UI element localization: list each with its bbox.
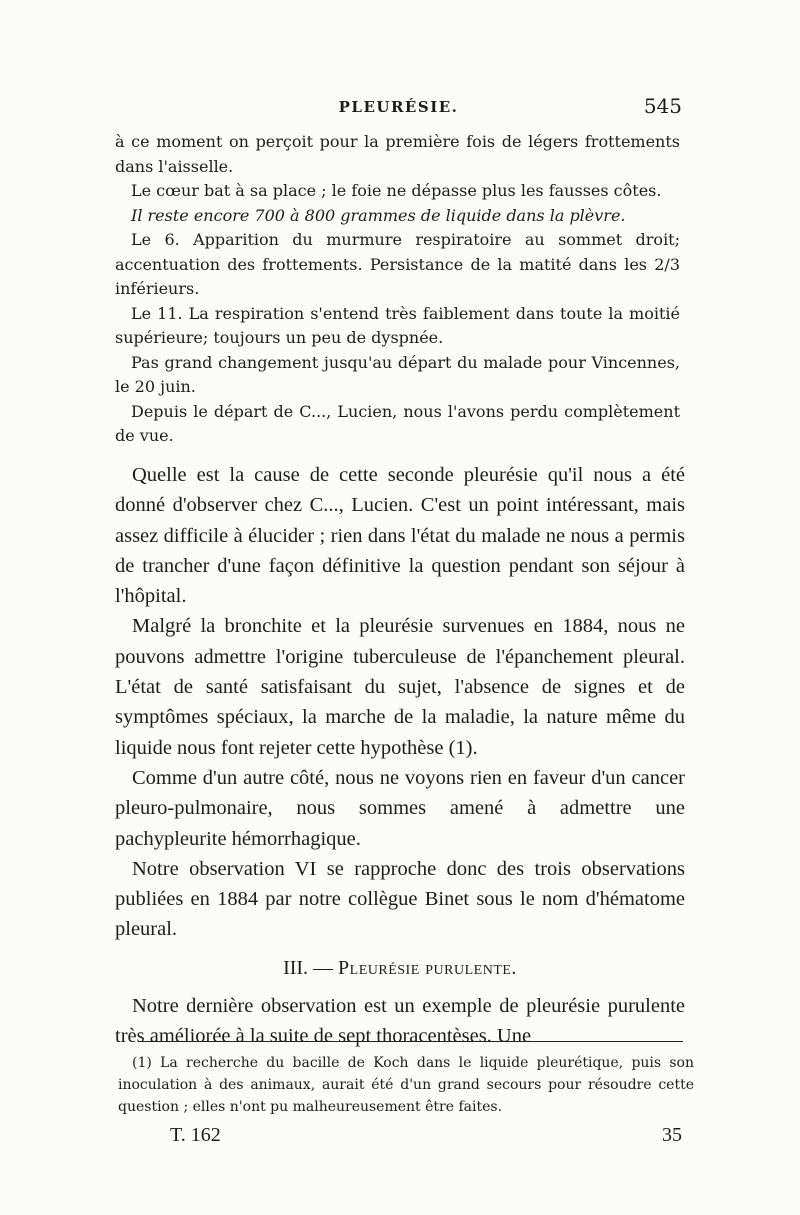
running-title: PLEURÉSIE.	[338, 98, 459, 116]
paragraph: Depuis le départ de C..., Lucien, nous l'avons perdu complètement de vue.	[115, 401, 680, 445]
volume-mark: T. 162	[170, 1124, 221, 1146]
paragraph: Le 11. La respiration s'entend très faiblement dans toute la moitié supérieure; toujours un peu de dyspnée.	[115, 303, 680, 347]
footnote-rule	[138, 1041, 683, 1042]
discussion-text	[115, 460, 685, 1052]
paragraph: Quelle est la cause de cette seconde pleurésie qu'il nous a été donné d'observer chez C..., Lucien. C'est un point intéressant, mais assez difficile à élucider ; rien dans l'état du malade ne nous a permis de trancher d'une façon définitive la question pendant son séjour à l'hôpital.	[115, 464, 685, 608]
paragraph: Notre dernière observation est un exemple de pleurésie purulente très améliorée à la suite de sept thoracentèses. Une	[115, 995, 685, 1048]
paragraph: Malgré la bronchite et la pleurésie survenues en 1884, nous ne pouvons admettre l'origine tuberculeuse de l'épanchement pleural. L'état de santé satisfaisant du sujet, l'absence de signes et de symptômes spéciaux, la marche de la maladie, la nature même du liquide nous font rejeter cette hypothèse (1).	[115, 615, 685, 759]
page-header	[115, 94, 682, 128]
page-number: 545	[643, 94, 682, 118]
observation-notes	[115, 130, 680, 449]
paragraph: à ce moment on perçoit pour la première fois de légers frottements dans l'aisselle.	[115, 132, 680, 176]
paragraph: Pas grand changement jusqu'au départ du malade pour Vincennes, le 20 juin.	[115, 352, 680, 396]
paragraph: Comme d'un autre côté, nous ne voyons rien en faveur d'un cancer pleuro-pulmonaire, nous sommes amené à admettre une pachypleurite hémorrhagique.	[115, 766, 685, 850]
paragraph: Le cœur bat à sa place ; le foie ne dépasse plus les fausses côtes.	[131, 181, 662, 200]
section-number: III. —	[283, 956, 334, 979]
paragraph: Il reste encore 700 à 800 grammes de liquide dans la plèvre.	[131, 205, 626, 225]
section-title: Pleurésie purulente.	[338, 956, 517, 979]
footnote-text: (1) La recherche du bacille de Koch dans le liquide pleurétique, puis son inoculation à des animaux, aurait été d'un grand secours pour résoudre cette question ; elles n'ont pu malheureusement être faites.	[118, 1055, 694, 1115]
footnote	[118, 1052, 694, 1118]
signature-line	[170, 1124, 682, 1152]
section-heading	[115, 953, 685, 983]
paragraph: Le 6. Apparition du murmure respiratoire au sommet droit; accentuation des frottements. Persistance de la matité dans les 2/3 inférieurs.	[115, 230, 680, 298]
paragraph: Notre observation VI se rapproche donc des trois observations publiées en 1884 par notre collègue Binet sous le nom d'hématome pleural.	[115, 857, 685, 941]
signature-number: 35	[662, 1124, 682, 1146]
